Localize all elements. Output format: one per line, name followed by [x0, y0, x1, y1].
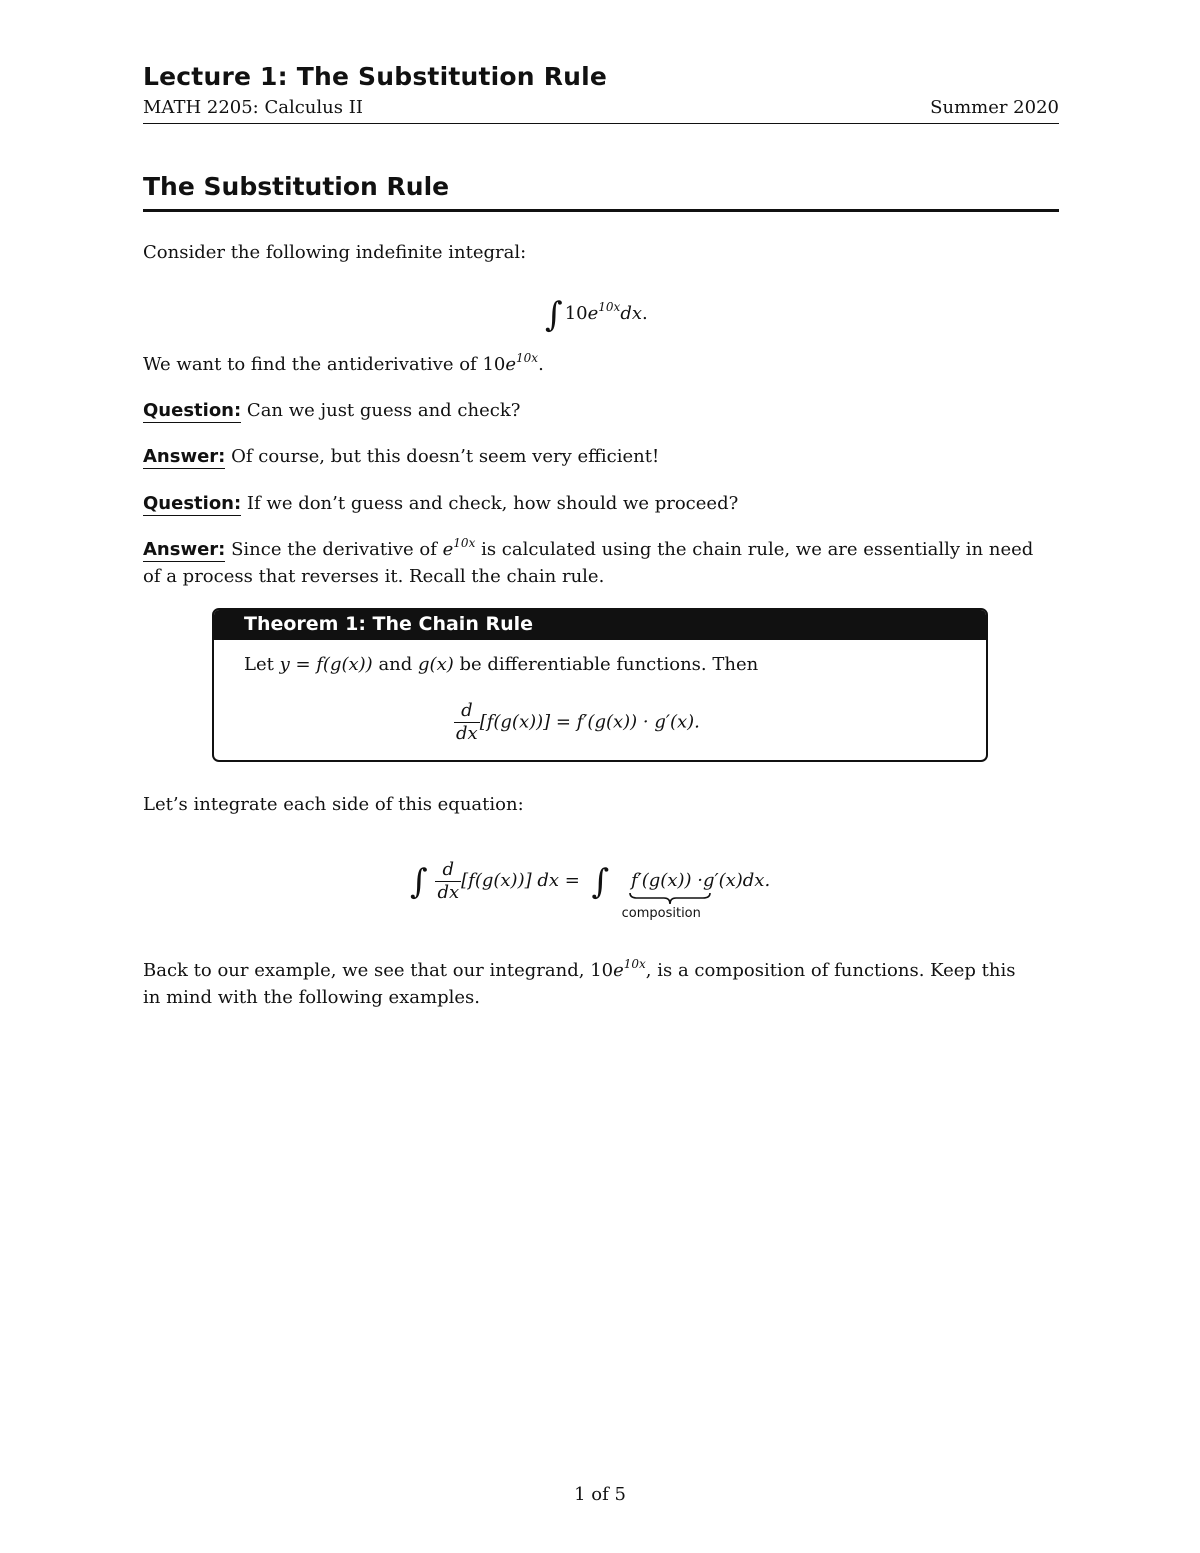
- course-name: MATH 2205: Calculus II: [143, 97, 363, 118]
- theorem-and: and: [378, 654, 413, 675]
- eq2-rhs: ·g′(x)dx.: [697, 870, 771, 891]
- question-text: Can we just guess and check?: [241, 400, 521, 421]
- theorem-y-eq: y = f(g(x)): [279, 654, 373, 675]
- chain-rule-expression: [f(g(x))] = f′(g(x)) · g′(x).: [479, 711, 700, 733]
- intro-paragraph: [143, 239, 1059, 266]
- section-rule: [143, 209, 1059, 212]
- conclusion-line-2: in mind with the following examples.: [143, 987, 480, 1008]
- conclusion-paragraph: [143, 957, 1059, 1011]
- section-title: The Substitution Rule: [143, 172, 450, 201]
- derivative-fraction: [435, 859, 461, 904]
- answer-base: e: [442, 539, 454, 560]
- theorem-statement: [244, 654, 758, 675]
- course-row: [143, 97, 1059, 118]
- frac-den: dx: [456, 723, 478, 744]
- intro-text: Consider the following indefinite integral:: [143, 242, 527, 263]
- question-1: [143, 397, 1059, 424]
- theorem-g: g(x): [418, 654, 454, 675]
- header-rule: [143, 123, 1059, 124]
- term-label: Summer 2020: [930, 97, 1059, 118]
- underbrace-icon: [629, 892, 711, 906]
- answer-text: Of course, but this doesn’t seem very efficient!: [225, 446, 660, 467]
- eq1-end: .: [642, 303, 648, 324]
- eq2-composed: f′(g(x)): [631, 870, 692, 891]
- conclusion-coef: 10: [590, 960, 614, 981]
- lecture-title: Lecture 1: The Substitution Rule: [143, 62, 608, 91]
- answer-label: Answer:: [143, 539, 226, 560]
- conclusion-base: e: [613, 960, 624, 981]
- conclusion-after: , is a composition of functions. Keep this: [645, 960, 1016, 981]
- want-paragraph: [143, 351, 1059, 378]
- question-2: [143, 490, 1059, 517]
- conclusion-before: Back to our example, we see that our integrand,: [143, 960, 585, 981]
- eq1-coef: 10: [564, 303, 588, 324]
- integral-sign: ∫: [410, 862, 428, 902]
- theorem-header: [214, 610, 986, 640]
- answer-text-before: Since the derivative of: [225, 539, 437, 560]
- eq2-lhs: [f(g(x))] dx =: [461, 870, 580, 891]
- question-label: Question:: [143, 493, 242, 514]
- theorem-title: Theorem 1: The Chain Rule: [244, 613, 534, 635]
- eq1-differential: dx: [620, 303, 643, 324]
- integral-equation-1: [545, 288, 648, 335]
- want-text: We want to find the antiderivative of: [143, 354, 477, 375]
- derivative-fraction: [454, 700, 480, 745]
- integral-sign: ∫: [545, 295, 563, 335]
- answer-exponent: 10x: [453, 536, 476, 550]
- frac-num: d: [442, 858, 455, 880]
- theorem-suffix: be differentiable functions. Then: [459, 654, 759, 675]
- integral-sign: ∫: [591, 862, 610, 902]
- conclusion-exponent: 10x: [623, 957, 646, 971]
- question-text: If we don’t guess and check, how should we proceed?: [241, 493, 739, 514]
- answer-1: [143, 443, 1059, 470]
- frac-num: d: [461, 700, 473, 721]
- want-exponent: 10x: [516, 351, 539, 365]
- integrate-paragraph: [143, 791, 1059, 818]
- eq1-exponent: 10x: [598, 300, 621, 314]
- answer-label: Answer:: [143, 446, 226, 467]
- integral-equation-2: [410, 855, 771, 921]
- theorem-box: [212, 608, 988, 762]
- brace-label: composition: [621, 906, 701, 921]
- composition-term: [621, 870, 701, 921]
- frac-den: dx: [437, 881, 460, 903]
- integrate-text: Let’s integrate each side of this equation:: [143, 794, 524, 815]
- answer-text-after: is calculated using the chain rule, we are essentially in need: [475, 539, 1034, 560]
- answer-line-2: of a process that reverses it. Recall the chain rule.: [143, 566, 605, 587]
- answer-2: [143, 536, 1059, 590]
- chain-rule-formula: [454, 700, 700, 745]
- want-end: .: [538, 354, 544, 375]
- theorem-let: Let: [244, 654, 274, 675]
- want-base: e: [505, 354, 517, 375]
- want-coef: 10: [482, 354, 506, 375]
- page-number: 1 of 5: [574, 1484, 626, 1505]
- eq1-base: e: [587, 303, 599, 324]
- question-label: Question:: [143, 400, 242, 421]
